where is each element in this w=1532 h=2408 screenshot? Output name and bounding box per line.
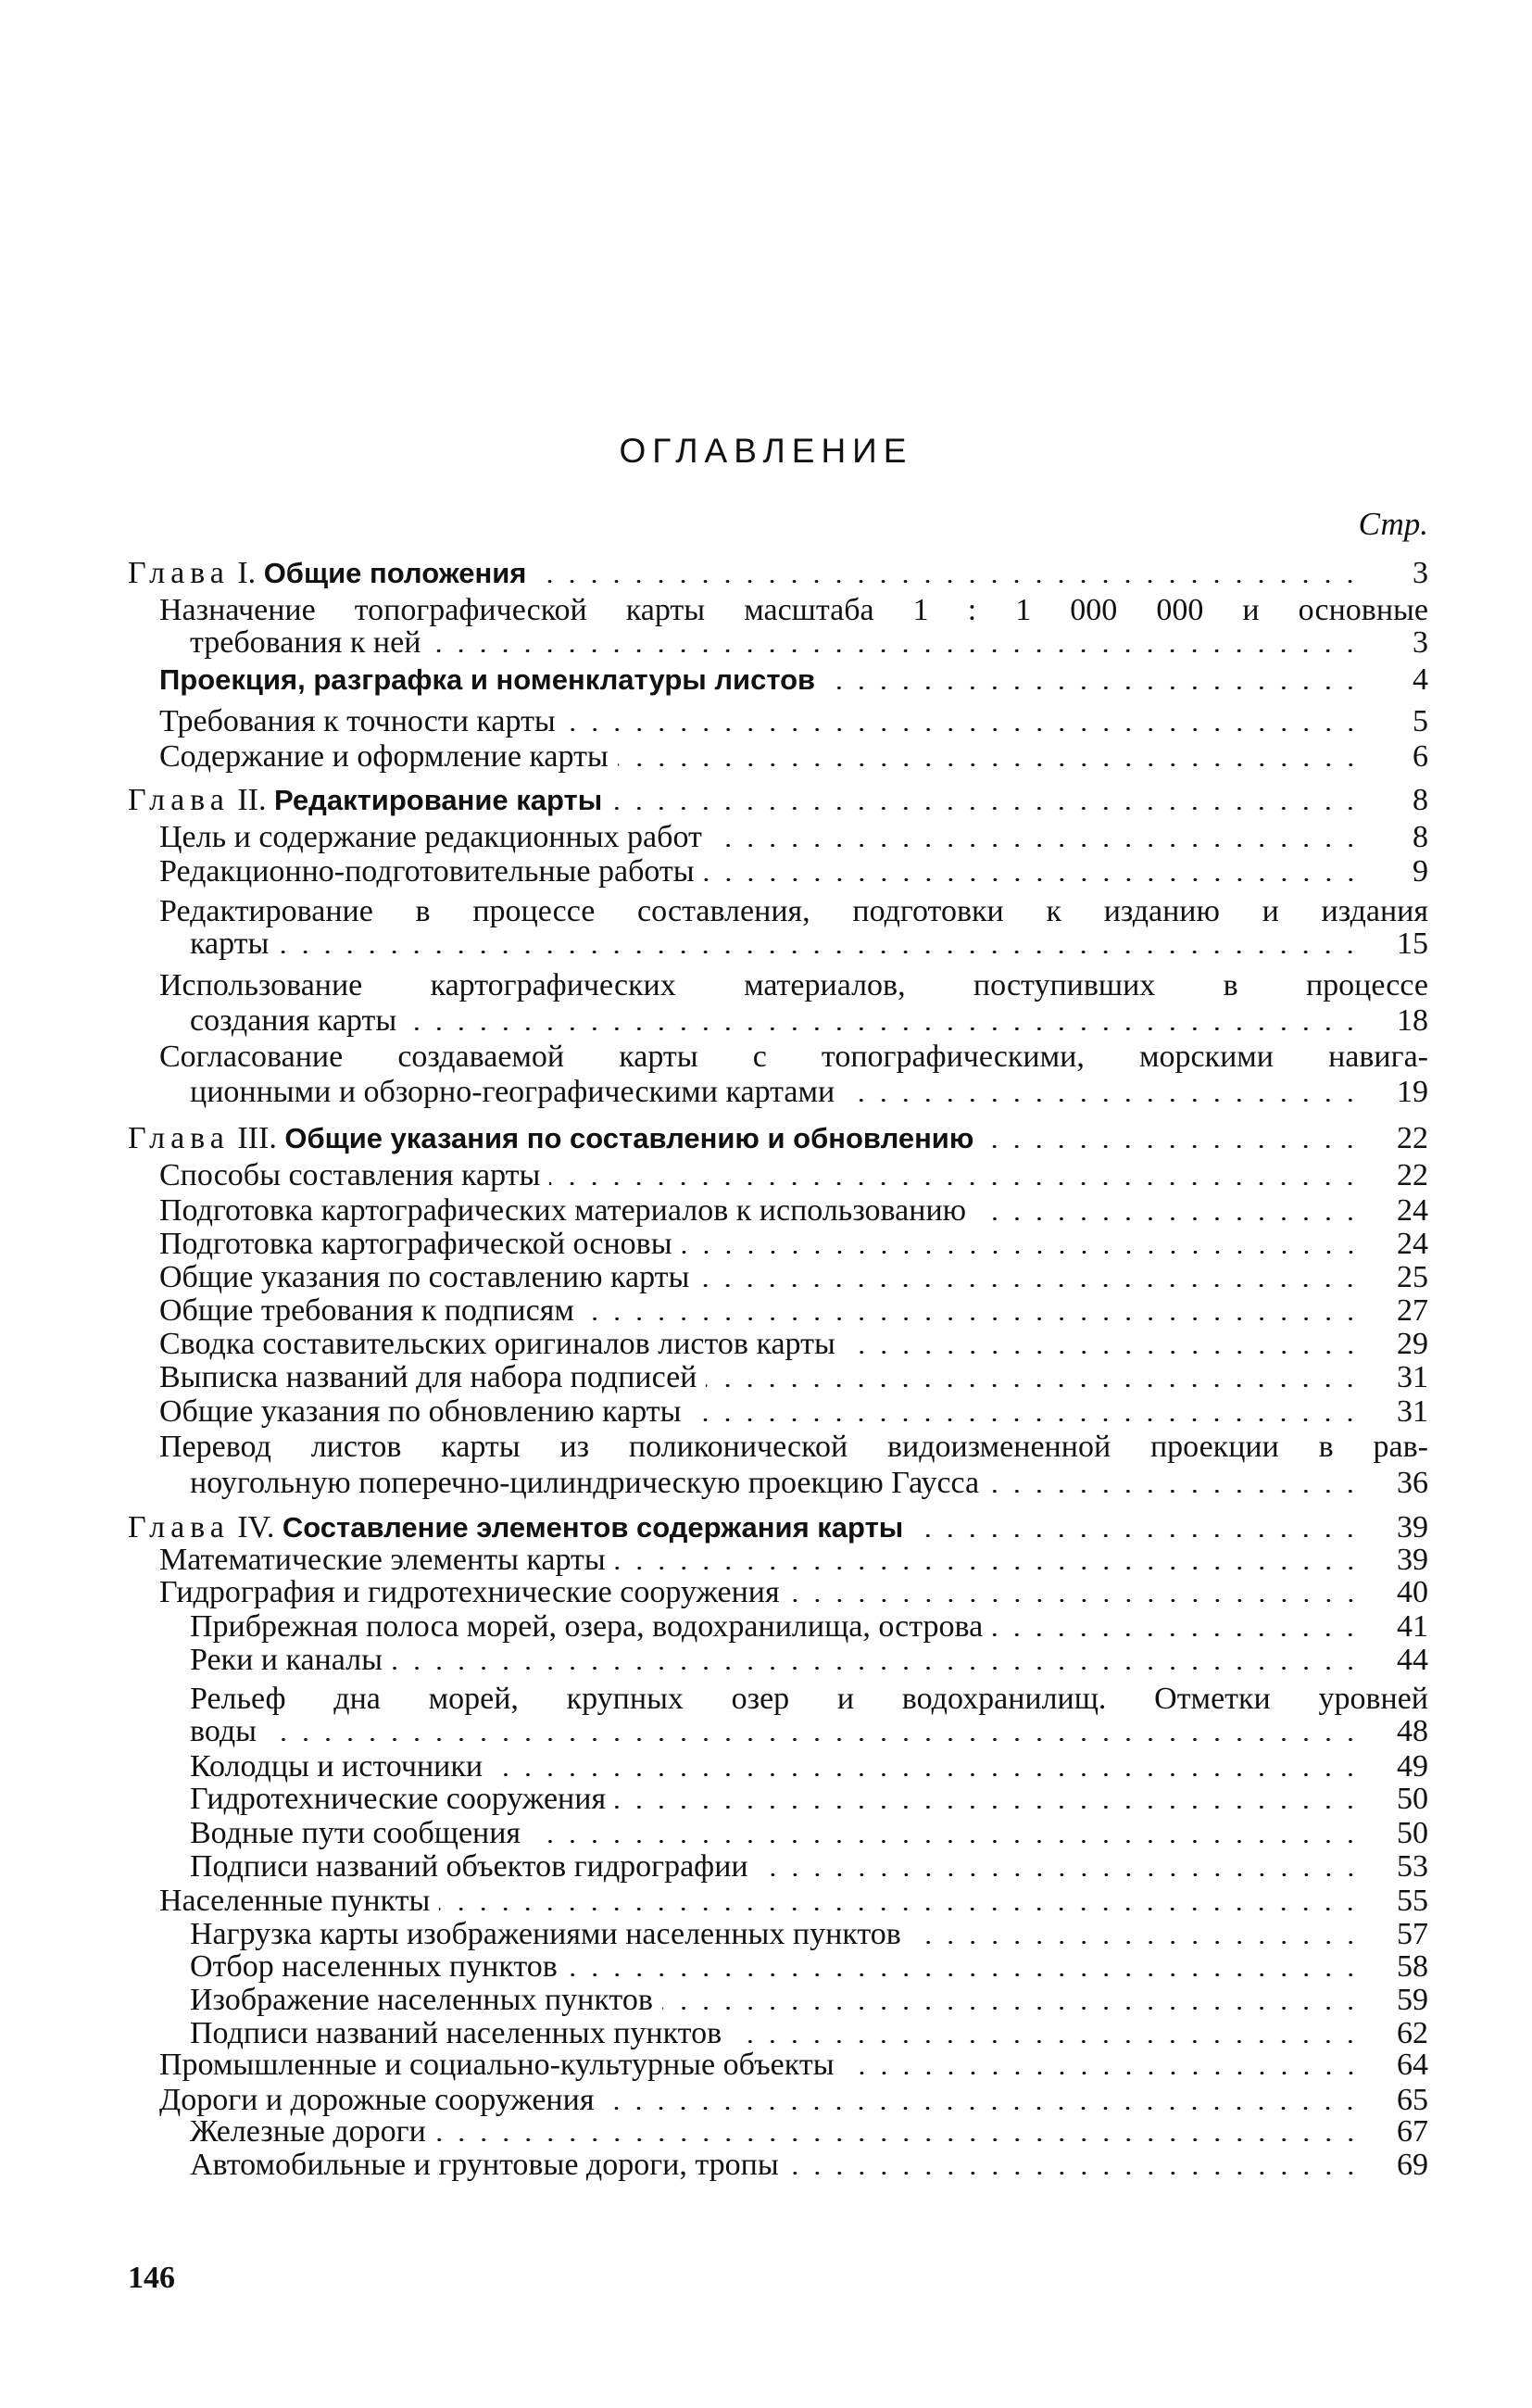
entry-text: Подготовка картографических материалов к использованию — [159, 1193, 967, 1228]
page-column-label: Стр. — [1358, 506, 1428, 542]
toc-entry — [159, 1394, 1428, 1430]
page-heading: ОГЛАВЛЕНИЕ — [619, 432, 913, 470]
toc-entry-title — [159, 1293, 574, 1329]
entry-text: Колодцы и источники — [190, 1749, 483, 1784]
toc-entry — [159, 1227, 1428, 1262]
toc-entry-title — [159, 820, 702, 855]
toc-entry-title — [159, 739, 609, 775]
toc-entry-title — [190, 927, 269, 962]
toc-entry-title — [190, 1003, 396, 1039]
toc-page-number: 36 — [1397, 1466, 1428, 1500]
dot-leader — [618, 763, 1362, 766]
entry-text: Железные дороги — [190, 2114, 426, 2149]
entry-text: Требования к точности карты — [159, 704, 556, 738]
toc-entry — [190, 1003, 1428, 1039]
toc-page-number: 9 — [1413, 854, 1428, 889]
toc-entry-title — [128, 1510, 903, 1545]
toc-entry-title — [190, 1949, 558, 1985]
entry-text: Использование картографических материалов, поступивших в процессе — [159, 968, 1428, 1002]
entry-text: создания карты — [190, 1003, 397, 1038]
toc-entry-title — [190, 1714, 257, 1749]
toc-page-number: 50 — [1397, 1782, 1428, 1816]
dot-leader — [690, 1418, 1362, 1421]
entry-text: Населенные пункты — [159, 1884, 431, 1918]
dot-leader — [535, 580, 1362, 583]
dot-leader — [603, 2107, 1362, 2110]
dot-leader — [992, 1633, 1362, 1636]
toc-entry — [159, 739, 1428, 775]
toc-entry — [159, 1543, 1428, 1578]
toc-entry — [159, 1293, 1428, 1329]
dot-leader — [844, 2072, 1362, 2074]
entry-text: Перевод листов карты из поликонической видоизмененной проекции в рав- — [159, 1430, 1428, 1464]
toc-chapter-line — [128, 1121, 1428, 1156]
toc-page-number: 65 — [1397, 2083, 1428, 2117]
toc-entry-title — [159, 1227, 672, 1262]
toc-entry — [159, 1040, 1428, 1075]
toc-entry — [159, 1158, 1428, 1193]
toc-entry-title — [190, 1917, 901, 1952]
dot-leader — [844, 1099, 1362, 1102]
entry-text: Содержание и оформление карты — [159, 739, 609, 774]
entry-bold-title: Составление элементов содержания карты — [282, 1511, 904, 1544]
toc-entry — [190, 1643, 1428, 1678]
toc-entry — [159, 2048, 1428, 2083]
dot-leader — [910, 1941, 1362, 1944]
entry-text: ционными и обзорно-географическими картами — [190, 1075, 835, 1109]
toc-entry-title — [128, 556, 526, 591]
toc-entry-title — [159, 704, 556, 739]
toc-entry-title — [159, 1575, 780, 1610]
dot-leader — [435, 2138, 1362, 2141]
toc-entry — [190, 1849, 1428, 1885]
entry-text: IV. — [237, 1510, 283, 1544]
dot-leader — [565, 728, 1362, 731]
entry-text: Подписи названий объектов гидрографии — [190, 1849, 748, 1884]
entry-text: Редакционно-подготовительные работы — [159, 854, 695, 889]
entry-text: Изображение населенных пунктов — [190, 1983, 653, 2017]
toc-entry-title — [190, 2114, 426, 2150]
toc-entry — [190, 1749, 1428, 1784]
entry-text: Промышленные и социально-культурные объекты — [159, 2048, 835, 2082]
toc-entry-title — [159, 1430, 1428, 1465]
dot-leader — [567, 1973, 1362, 1976]
toc-page-number: 31 — [1397, 1394, 1428, 1429]
toc-chapter-line — [128, 556, 1428, 591]
toc-page-number: 24 — [1397, 1193, 1428, 1228]
entry-text: Способы составления карты — [159, 1158, 541, 1192]
dot-leader — [711, 844, 1362, 847]
toc-entry-title — [159, 2083, 594, 2118]
toc-entry-title — [190, 1609, 983, 1645]
dot-leader — [492, 1773, 1362, 1776]
entry-bold-title: Проекция, разграфка и номенклатуры листов — [159, 663, 816, 696]
entry-text: Назначение топографической карты масштаба 1 : 1 000 000 и основные — [159, 593, 1428, 627]
toc-entry-title — [190, 1983, 653, 2018]
toc-chapter-line — [128, 783, 1428, 818]
dot-leader — [266, 1738, 1362, 1741]
toc-page-number: 6 — [1413, 739, 1428, 774]
dot-leader — [731, 2040, 1362, 2043]
toc-entry-title — [159, 1193, 966, 1229]
toc-entry-title — [190, 1816, 521, 1851]
dot-leader — [406, 1027, 1362, 1030]
toc-entry-title — [190, 625, 421, 661]
dot-leader — [530, 1840, 1362, 1843]
toc-entry — [190, 1782, 1428, 1817]
dot-leader — [611, 807, 1362, 810]
dot-leader — [789, 1599, 1362, 1602]
toc-page-number: 58 — [1397, 1949, 1428, 1984]
toc-page-number: 64 — [1397, 2048, 1428, 2082]
toc-entry — [190, 1075, 1428, 1110]
toc-entry — [190, 1983, 1428, 2018]
toc-page-number: 49 — [1397, 1749, 1428, 1784]
dot-leader — [845, 1351, 1362, 1354]
dot-leader — [549, 1182, 1362, 1185]
toc-page-number: 29 — [1397, 1327, 1428, 1361]
toc-entry-title — [159, 1884, 430, 1919]
toc-entry-title — [128, 1121, 973, 1156]
toc-entry — [159, 894, 1428, 929]
toc-entry — [159, 662, 1428, 698]
toc-entry — [190, 1917, 1428, 1952]
entry-text: Общие указания по обновлению карты — [159, 1394, 682, 1429]
toc-page-number: 41 — [1397, 1609, 1428, 1644]
entry-text: Гидрография и гидротехнические сооружения — [159, 1575, 780, 1609]
toc-entry — [190, 2114, 1428, 2150]
toc-entry — [159, 1430, 1428, 1465]
entry-text: карты — [190, 927, 270, 961]
dot-leader — [988, 1490, 1362, 1493]
toc-entry-title — [190, 1075, 835, 1110]
toc-entry — [190, 1714, 1428, 1749]
toc-entry-title — [159, 1360, 697, 1395]
chapter-word: Глава — [128, 1510, 230, 1544]
entry-text: Подготовка картографической основы — [159, 1227, 672, 1261]
toc-entry — [190, 1466, 1428, 1501]
toc-page-number: 39 — [1397, 1543, 1428, 1577]
toc-page-number: 4 — [1413, 662, 1428, 697]
dot-leader — [983, 1145, 1362, 1148]
entry-text: Нагрузка карты изображениями населенных пунктов — [190, 1917, 901, 1951]
chapter-word: Глава — [128, 783, 230, 817]
page-number: 146 — [128, 2261, 175, 2295]
toc-page-number: 57 — [1397, 1917, 1428, 1951]
toc-page-number: 50 — [1397, 1816, 1428, 1850]
toc-page-number: 3 — [1413, 625, 1428, 660]
entry-text: Математические элементы карты — [159, 1543, 606, 1577]
dot-leader — [706, 1384, 1362, 1387]
entry-text: III. — [237, 1121, 285, 1155]
toc-page-number: 22 — [1397, 1121, 1428, 1155]
dot-leader — [615, 1567, 1362, 1570]
dot-leader — [392, 1667, 1362, 1670]
entry-text: Редактирование в процессе составления, подготовки к изданию и издания — [159, 894, 1428, 928]
dot-leader — [975, 1217, 1362, 1220]
entry-text: Сводка составительских оригиналов листов карты — [159, 1327, 835, 1361]
toc-entry — [159, 1193, 1428, 1229]
toc-page-number: 69 — [1397, 2148, 1428, 2182]
toc-entry-title — [128, 783, 602, 818]
toc-page-number: 48 — [1397, 1714, 1428, 1748]
toc-entry-title — [190, 1682, 1428, 1717]
toc-entry — [159, 1884, 1428, 1919]
toc-entry — [190, 1609, 1428, 1645]
toc-page-number: 25 — [1397, 1260, 1428, 1294]
entry-bold-title: Общие положения — [263, 557, 527, 589]
entry-text: Реки и каналы — [190, 1643, 383, 1677]
toc-entry — [190, 2016, 1428, 2051]
toc-entry-title — [159, 1327, 835, 1362]
dot-leader — [704, 878, 1362, 881]
toc-page-number: 31 — [1397, 1360, 1428, 1394]
toc-page-number: 18 — [1397, 1003, 1428, 1038]
toc-page-number: 62 — [1397, 2016, 1428, 2050]
toc-page-number: 27 — [1397, 1293, 1428, 1328]
toc-page-number: 3 — [1413, 556, 1428, 590]
entry-text: Подписи названий населенных пунктов — [190, 2016, 722, 2050]
entry-bold-title: Общие указания по составлению и обновлению — [284, 1122, 974, 1154]
toc-entry — [190, 2148, 1428, 2183]
entry-text: I. — [237, 556, 264, 590]
toc-entry-title — [159, 593, 1428, 628]
entry-text: Цель и содержание редакционных работ — [159, 820, 702, 854]
toc-page-number: 22 — [1397, 1158, 1428, 1192]
toc-page-number: 59 — [1397, 1983, 1428, 2017]
dot-leader — [439, 1908, 1362, 1910]
toc-entry — [159, 2083, 1428, 2118]
toc-page-number: 55 — [1397, 1884, 1428, 1918]
toc-page-number: 8 — [1413, 783, 1428, 817]
chapter-word: Глава — [128, 1121, 230, 1155]
toc-entry-title — [159, 1158, 540, 1193]
dot-leader — [824, 687, 1362, 689]
entry-text: Общие указания по составлению карты — [159, 1260, 690, 1294]
toc-entry-title — [159, 1543, 606, 1578]
toc-entry-title — [190, 1643, 383, 1678]
toc-entry — [159, 704, 1428, 739]
entry-text: II. — [237, 783, 275, 817]
toc-entry-title — [159, 662, 815, 698]
toc-page-number: 19 — [1397, 1075, 1428, 1109]
entry-text: воды — [190, 1714, 257, 1748]
toc-entry-title — [159, 2048, 835, 2083]
entry-text: Общие требования к подписям — [159, 1293, 574, 1328]
toc-entry — [159, 854, 1428, 889]
toc-page-number: 39 — [1397, 1510, 1428, 1544]
entry-text: Дороги и дорожные сооружения — [159, 2083, 595, 2117]
toc-entry-title — [159, 968, 1428, 1003]
toc-entry — [159, 1360, 1428, 1395]
toc-chapter-line — [128, 1510, 1428, 1545]
entry-text: Гидротехнические сооружения — [190, 1782, 607, 1816]
chapter-word: Глава — [128, 556, 230, 590]
entry-text: требования к ней — [190, 625, 421, 660]
dot-leader — [682, 1251, 1362, 1254]
toc-entry — [159, 968, 1428, 1003]
dot-leader — [430, 649, 1362, 652]
toc-entry — [190, 1949, 1428, 1985]
toc-entry — [159, 1260, 1428, 1295]
dot-leader — [615, 1806, 1362, 1809]
toc-entry — [190, 625, 1428, 661]
entry-text: Прибрежная полоса морей, озера, водохранилища, острова — [190, 1609, 984, 1644]
toc-entry — [190, 927, 1428, 962]
toc-entry — [190, 1816, 1428, 1851]
toc-entry-title — [190, 1749, 483, 1784]
entry-text: Отбор населенных пунктов — [190, 1949, 558, 1984]
toc-entry — [159, 1327, 1428, 1362]
entry-text: Автомобильные и грунтовые дороги, тропы — [190, 2148, 779, 2182]
entry-text: Согласование создаваемой карты с топографическими, морскими навига- — [159, 1040, 1428, 1074]
toc-entry — [159, 820, 1428, 855]
dot-leader — [912, 1534, 1362, 1537]
entry-text: Рельеф дна морей, крупных озер и водохранилищ. Отметки уровней — [190, 1682, 1428, 1716]
toc-entry-title — [190, 2016, 722, 2051]
toc-entry-title — [190, 2148, 779, 2183]
dot-leader — [758, 1873, 1362, 1876]
toc-entry-title — [159, 1394, 681, 1430]
toc-page-number: 15 — [1397, 927, 1428, 961]
entry-text: Водные пути сообщения — [190, 1816, 521, 1850]
dot-leader — [278, 951, 1362, 953]
toc-entry-title — [159, 854, 695, 889]
dot-leader — [584, 1317, 1362, 1320]
toc-entry — [159, 1575, 1428, 1610]
toc-page-number: 5 — [1413, 704, 1428, 738]
toc-entry-title — [190, 1466, 979, 1501]
toc-page-number: 40 — [1397, 1575, 1428, 1609]
toc-entry-title — [159, 1260, 689, 1295]
toc-entry-title — [159, 1040, 1428, 1075]
toc-page-number: 24 — [1397, 1227, 1428, 1261]
toc-entry — [190, 1682, 1428, 1717]
toc-page-number: 8 — [1413, 820, 1428, 854]
toc-entry-title — [190, 1782, 606, 1817]
toc-entry-title — [159, 894, 1428, 929]
dot-leader — [698, 1284, 1362, 1287]
toc-page-number: 67 — [1397, 2114, 1428, 2149]
entry-bold-title: Редактирование карты — [274, 784, 603, 816]
entry-text: Выписка названий для набора подписей — [159, 1360, 697, 1394]
toc-entry-title — [190, 1849, 748, 1885]
toc-page-number: 53 — [1397, 1849, 1428, 1884]
dot-leader — [788, 2172, 1362, 2175]
toc-page-number: 44 — [1397, 1643, 1428, 1677]
entry-text: ноугольную поперечно-цилиндрическую проекцию Гаусса — [190, 1466, 980, 1500]
toc-entry — [159, 593, 1428, 628]
dot-leader — [662, 2007, 1362, 2010]
